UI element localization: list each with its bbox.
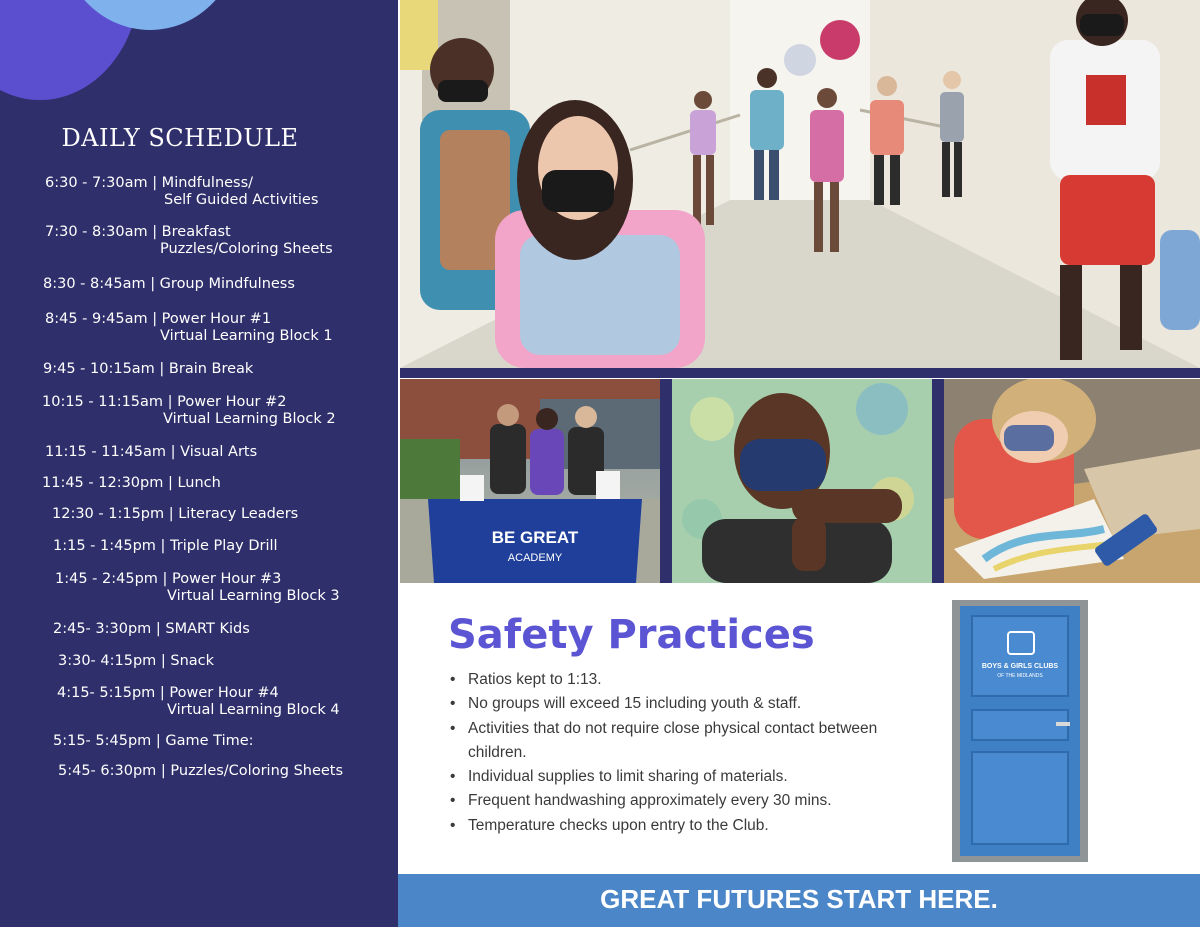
schedule-item: 11:15 - 11:45am | Visual Arts bbox=[45, 444, 258, 460]
door-sign-line2: OF THE MIDLANDS bbox=[997, 673, 1043, 679]
door-sign-line1: BOYS & GIRLS CLUBS bbox=[981, 663, 1059, 670]
safety-item: • Temperature checks upon entry to the Club. bbox=[448, 814, 928, 838]
schedule-item: 8:30 - 8:45am | Group Mindfulness bbox=[43, 276, 295, 292]
schedule-item: 1:15 - 1:45pm | Triple Play Drill bbox=[53, 538, 278, 554]
door-illustration bbox=[952, 600, 1088, 862]
photo-divider bbox=[400, 368, 1200, 378]
photo-gap bbox=[932, 379, 944, 583]
schedule-item: 5:15- 5:45pm | Game Time: bbox=[53, 733, 254, 749]
masked-boy-photo bbox=[672, 379, 932, 583]
check-in-table-photo bbox=[400, 379, 660, 583]
painting-child-photo bbox=[944, 379, 1200, 583]
check-in-illustration bbox=[400, 379, 660, 583]
schedule-item: 11:45 - 12:30pm | Lunch bbox=[42, 475, 221, 491]
photo-gap bbox=[660, 379, 672, 583]
schedule-item: 8:45 - 9:45am | Power Hour #1 Virtual Learning Block 1 bbox=[45, 311, 333, 344]
schedule-item: 2:45- 3:30pm | SMART Kids bbox=[53, 621, 250, 637]
schedule-item: 12:30 - 1:15pm | Literacy Leaders bbox=[52, 506, 299, 522]
schedule-item: 4:15- 5:15pm | Power Hour #4 Virtual Learning Block 4 bbox=[57, 685, 340, 718]
footer-tagline: GREAT FUTURES START HERE. bbox=[600, 884, 998, 914]
schedule-item: 6:30 - 7:30am | Mindfulness/ Self Guided Activities bbox=[45, 175, 319, 208]
schedule-item: 1:45 - 2:45pm | Power Hour #3 Virtual Learning Block 3 bbox=[55, 571, 340, 604]
safety-title: Safety Practices bbox=[448, 612, 815, 658]
hallway-photo bbox=[400, 0, 1200, 368]
safety-item: • Ratios kept to 1:13. bbox=[448, 668, 928, 692]
schedule-item: 7:30 - 8:30am | Breakfast Puzzles/Coloring Sheets bbox=[45, 224, 333, 257]
schedule-item: 3:30- 4:15pm | Snack bbox=[58, 653, 215, 669]
safety-item: • Activities that do not require close physical contact between children. bbox=[448, 717, 928, 766]
schedule-title: DAILY SCHEDULE bbox=[61, 124, 299, 152]
schedule-item: 5:45- 6:30pm | Puzzles/Coloring Sheets bbox=[58, 763, 344, 779]
safety-item: • Frequent handwashing approximately every 30 mins. bbox=[448, 789, 928, 813]
safety-list bbox=[448, 668, 928, 838]
painting-child-illustration bbox=[944, 379, 1200, 583]
table-banner-line2: ACADEMY bbox=[507, 552, 563, 564]
table-banner-line1: BE GREAT bbox=[491, 528, 579, 547]
club-door-image bbox=[952, 600, 1088, 862]
schedule-item: 10:15 - 11:15am | Power Hour #2 Virtual Learning Block 2 bbox=[42, 394, 336, 427]
masked-boy-illustration bbox=[672, 379, 932, 583]
schedule-item: 9:45 - 10:15am | Brain Break bbox=[43, 361, 254, 377]
safety-item: • Individual supplies to limit sharing of materials. bbox=[448, 765, 928, 789]
hallway-illustration bbox=[400, 0, 1200, 368]
safety-item: • No groups will exceed 15 including youth & staff. bbox=[448, 692, 928, 716]
schedule-panel bbox=[0, 0, 398, 927]
